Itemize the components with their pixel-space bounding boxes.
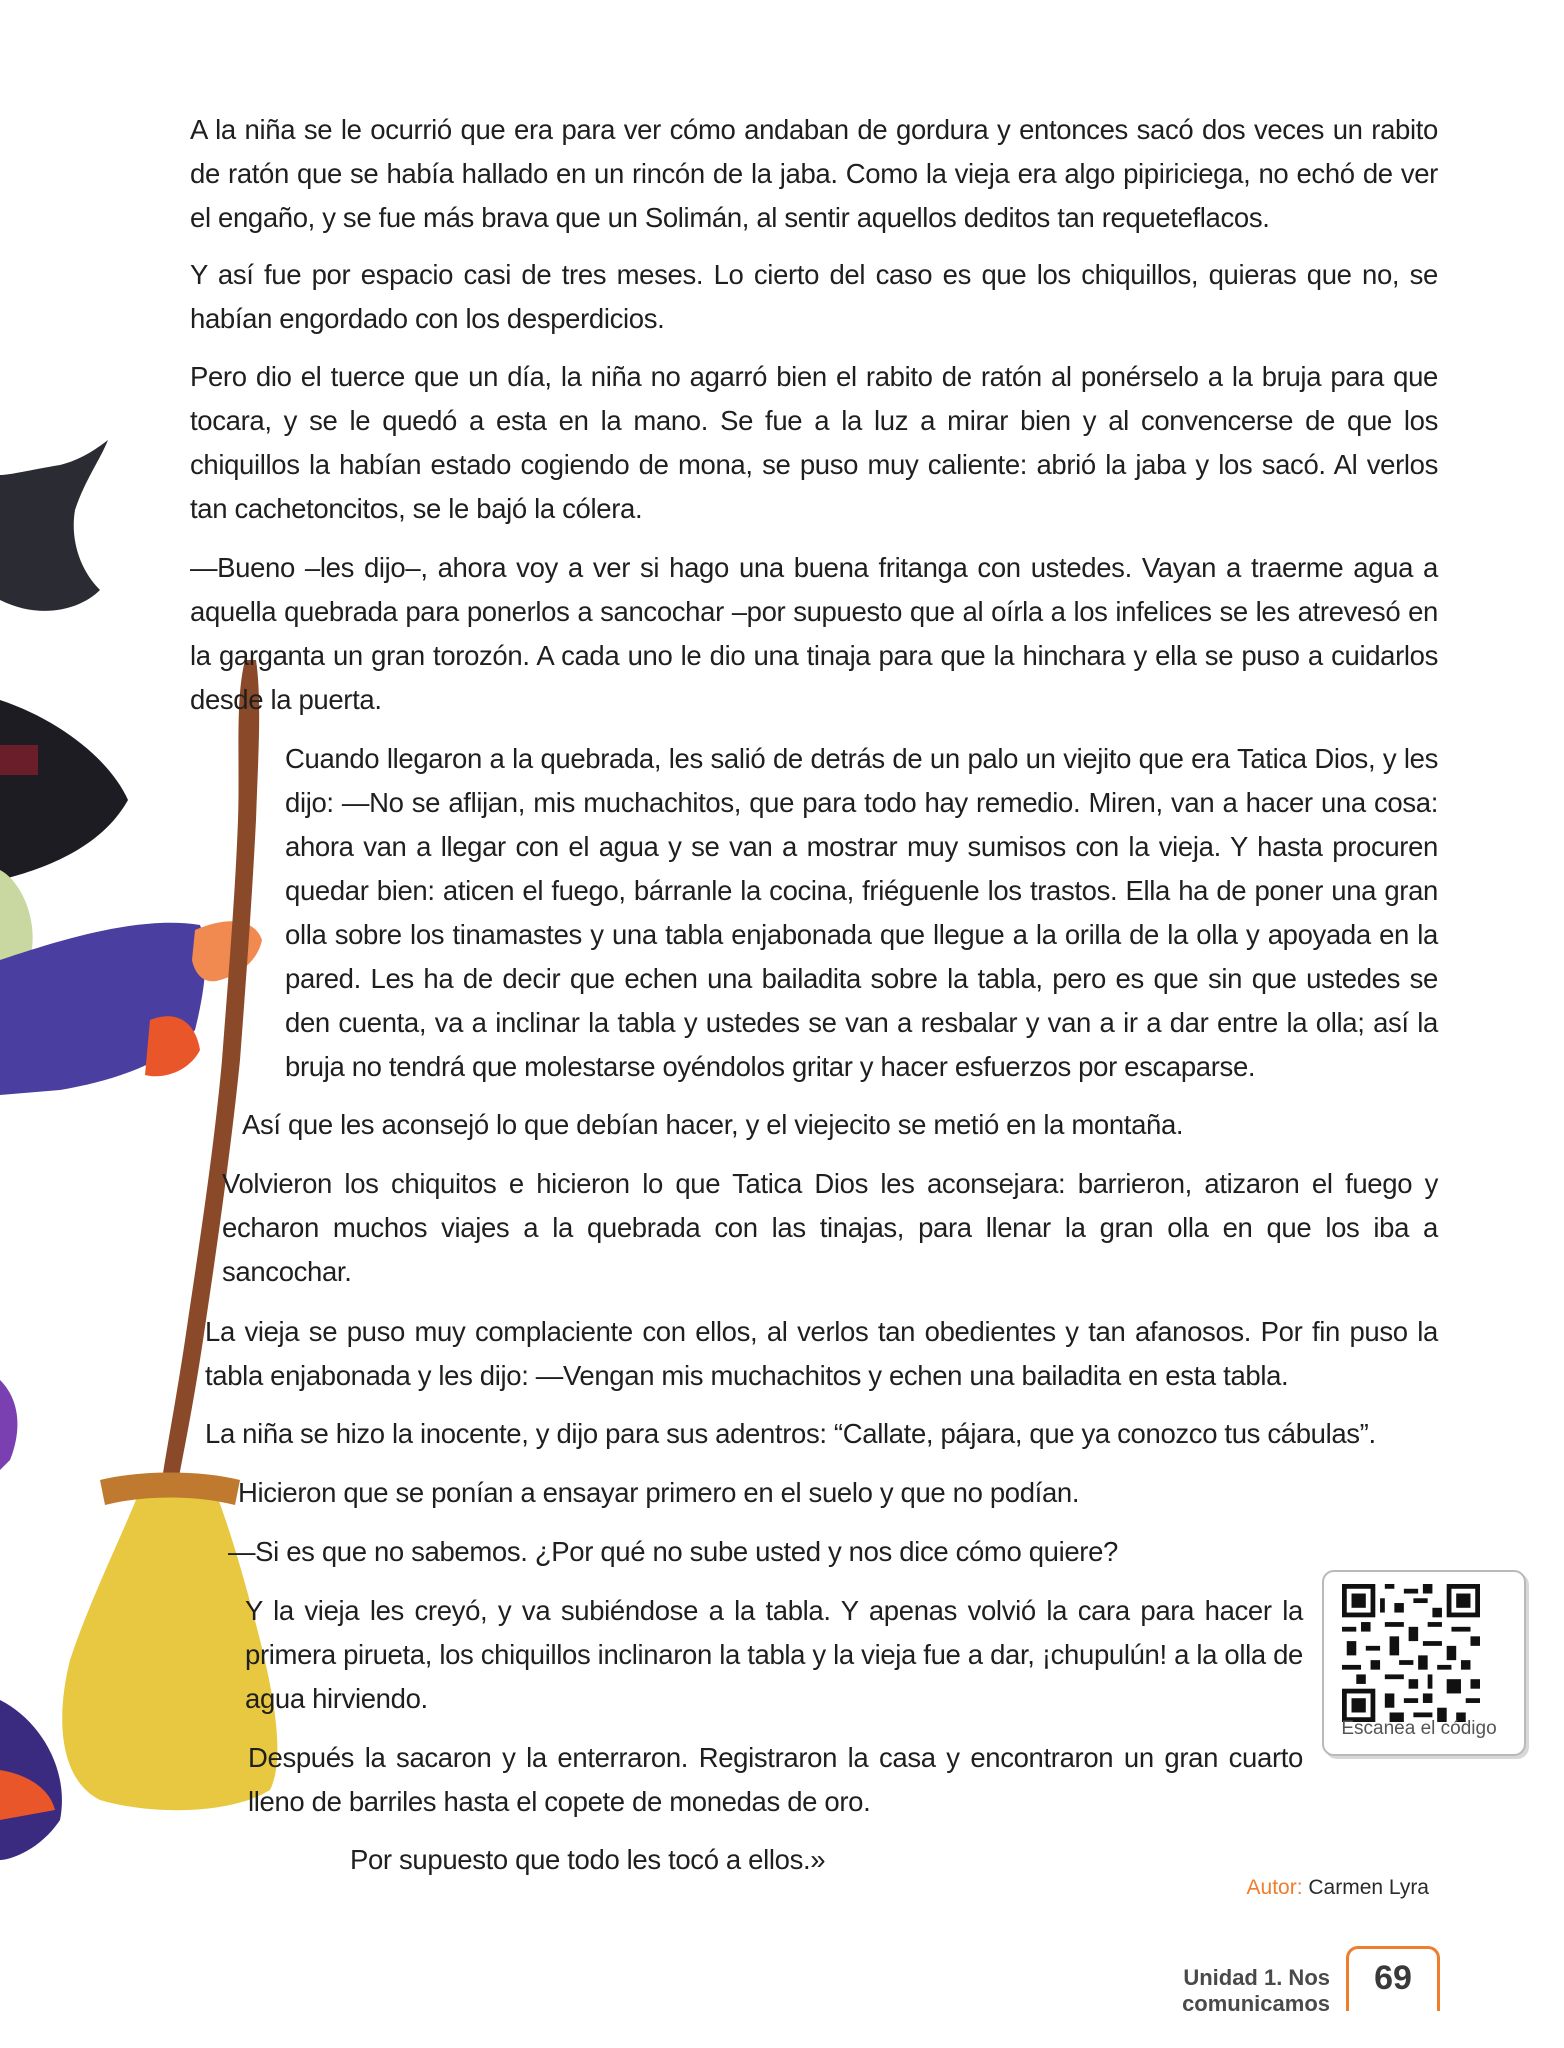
qr-code-box[interactable] — [1322, 1570, 1526, 1756]
paragraph-9: La niña se hizo la inocente, y dijo para sus adentros: “Callate, pájara, que ya conozco tus cábulas”. — [205, 1418, 1376, 1449]
author-label: Autor: — [1246, 1876, 1303, 1899]
paragraph-14: Por supuesto que todo les tocó a ellos.» — [350, 1844, 826, 1875]
paragraph-7: Volvieron los chiquitos e hicieron lo que Tatica Dios les aconsejara: barrieron, atizaron el fuego y echaron muchos viajes a la quebrada con las tinajas, para llenar la gran olla en que los iba a sancochar. — [222, 1168, 1438, 1287]
page-number: 69 — [1346, 1946, 1440, 2011]
paragraph-2: Y así fue por espacio casi de tres meses. Lo cierto del caso es que los chiquillos, quieras que no, se habían engordado con los desperdicios. — [190, 259, 1438, 334]
paragraph-13: Después la sacaron y la enterraron. Registraron la casa y encontraron un gran cuarto lleno de barriles hasta el copete de monedas de oro. — [248, 1742, 1303, 1817]
paragraph-8: La vieja se puso muy complaciente con ellos, al verlos tan obedientes y tan afanosos. Por fin puso la tabla enjabonada y les dijo: —Vengan mis muchachitos y echen una bailadita en esta tabla. — [205, 1316, 1438, 1391]
author-credit — [1247, 1876, 1429, 1900]
footer-unit-title: Unidad 1. Nos comunicamos — [1182, 1965, 1330, 2016]
paragraph-3: Pero dio el tuerce que un día, la niña no agarró bien el rabito de ratón al ponérselo a la bruja para que tocara, y se le quedó a esta en la mano. Se fue a la luz a mirar bien y al convencerse de que los chiquillos la habían estado cogiendo de mona, se puso muy caliente: abrió la jaba y los sacó. Al verlos tan cachetoncitos, se le bajó la cólera. — [190, 361, 1438, 524]
qr-code-icon — [1340, 1584, 1482, 1722]
witch-hat-icon — [0, 440, 108, 611]
paragraph-10: Hicieron que se ponían a ensayar primero en el suelo y que no podían. — [238, 1477, 1080, 1508]
qr-caption: Escanea el código — [1341, 1718, 1497, 1739]
paragraph-6: Así que les aconsejó lo que debían hacer, y el viejecito se metió en la montaña. — [242, 1109, 1184, 1140]
paragraph-11: —Si es que no sabemos. ¿Por qué no sube usted y nos dice cómo quiere? — [228, 1536, 1118, 1567]
paragraph-4: —Bueno –les dijo–, ahora voy a ver si hago una buena fritanga con ustedes. Vayan a traerme agua a aquella quebrada para ponerlos a sancochar –por supuesto que al oírla a los infelices se les atrevesó en la garganta un gran torozón. A cada uno le dio una tinaja para que la hinchara y ella se puso a cuidarlos desde la puerta. — [190, 552, 1438, 715]
paragraph-5: Cuando llegaron a la quebrada, les salió de detrás de un palo un viejito que era Tatica Dios, y les dijo: —No se aflijan, mis muchachitos, que para todo hay remedio. Miren, van a hacer una cosa: ahora van a llegar con el agua y se van a mostrar muy sumisos con la vieja. Y hasta procuren quedar bien: aticen el fuego, bárranle la cocina, friéguenle los trastos. Ella ha de poner una gran olla sobre los tinamastes y una tabla enjabonada que llegue a la orilla de la olla y apoyada en la pared. Les ha de decir que echen una bailadita sobre la tabla, pero es que sin que ustedes se den cuenta, va a inclinar la tabla y ustedes se van a resbalar y van a ir a dar entre la olla; así la bruja no tendrá que molestarse oyéndolos gritar y hacer esfuerzos por escaparse. — [285, 743, 1438, 1082]
author-name: Carmen Lyra — [1308, 1876, 1429, 1899]
paragraph-1: A la niña se le ocurrió que era para ver cómo andaban de gordura y entonces sacó dos veces un rabito de ratón que se había hallado en un rincón de la jaba. Como la vieja era algo pipiriciega, no echó de ver el engaño, y se fue más brava que un Solimán, al sentir aquellos deditos tan requeteflacos. — [190, 114, 1438, 233]
paragraph-12: Y la vieja les creyó, y va subiéndose a la tabla. Y apenas volvió la cara para hacer la primera pirueta, los chiquillos inclinaron la tabla y la vieja fue a dar, ¡chupulún! a la olla de agua hirviendo. — [245, 1595, 1303, 1714]
